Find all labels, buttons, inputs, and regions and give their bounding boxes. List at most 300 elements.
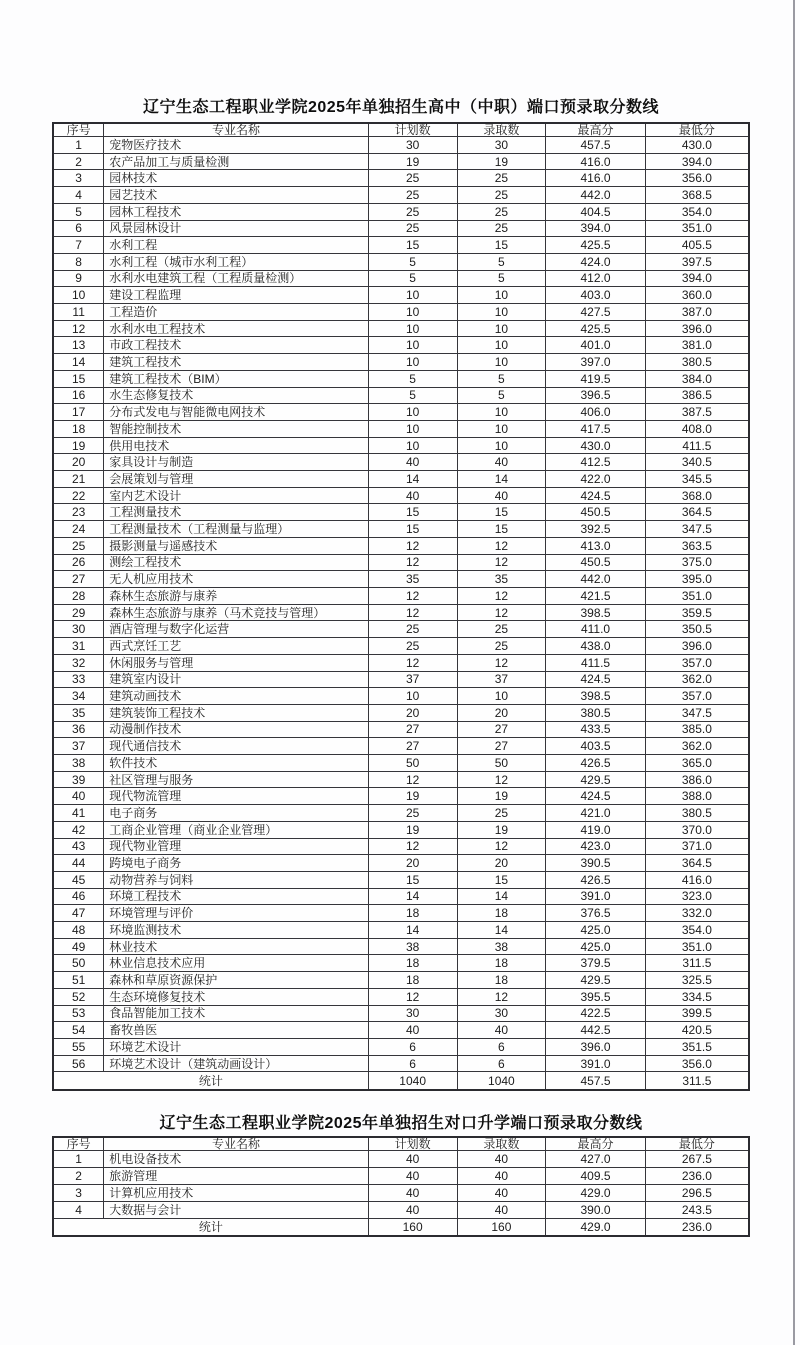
table-cell: 429.0 — [546, 1184, 646, 1201]
table-cell: 5 — [368, 253, 457, 270]
table-cell: 43 — [53, 838, 104, 855]
major-name-cell: 水利水电建筑工程（工程质量检测） — [104, 270, 368, 287]
table-cell: 427.5 — [546, 304, 646, 321]
table-cell: 21 — [53, 471, 104, 488]
table-row — [53, 955, 749, 972]
table-cell: 46 — [53, 888, 104, 905]
table-cell: 394.0 — [546, 220, 646, 237]
table-cell: 27 — [457, 721, 546, 738]
table-row — [53, 1167, 749, 1184]
table-cell: 363.5 — [645, 537, 749, 554]
major-name-cell: 工程造价 — [104, 304, 368, 321]
table-cell: 12 — [368, 604, 457, 621]
major-name-cell: 电子商务 — [104, 805, 368, 822]
table-cell: 50 — [457, 755, 546, 772]
table-cell: 408.0 — [645, 420, 749, 437]
table-cell: 391.0 — [546, 888, 646, 905]
table-cell: 450.5 — [546, 504, 646, 521]
table-cell: 401.0 — [546, 337, 646, 354]
table-row — [53, 721, 749, 738]
table-row — [53, 304, 749, 321]
table-cell: 5 — [53, 203, 104, 220]
table-cell: 22 — [53, 487, 104, 504]
table-cell: 347.5 — [645, 704, 749, 721]
table-cell: 25 — [457, 187, 546, 204]
table-cell: 381.0 — [645, 337, 749, 354]
table-cell: 37 — [368, 671, 457, 688]
table-cell: 404.5 — [546, 203, 646, 220]
score-table-highschool — [52, 122, 750, 1091]
table-row — [53, 153, 749, 170]
table-cell: 24 — [53, 521, 104, 538]
table-cell: 40 — [368, 1022, 457, 1039]
table-cell: 12 — [457, 587, 546, 604]
major-name-cell: 水利工程（城市水利工程） — [104, 253, 368, 270]
table-cell: 351.0 — [645, 220, 749, 237]
table-cell: 7 — [53, 237, 104, 254]
table-cell: 387.0 — [645, 304, 749, 321]
column-header: 最高分 — [546, 1137, 646, 1151]
table-cell: 11 — [53, 304, 104, 321]
table-cell: 2 — [53, 153, 104, 170]
table-cell: 10 — [368, 437, 457, 454]
table-cell: 425.5 — [546, 237, 646, 254]
table-cell: 357.0 — [645, 688, 749, 705]
table-cell: 14 — [368, 471, 457, 488]
major-name-cell: 无人机应用技术 — [104, 571, 368, 588]
table-cell: 357.0 — [645, 654, 749, 671]
table-cell: 10 — [368, 287, 457, 304]
table-cell: 12 — [368, 587, 457, 604]
table-cell: 26 — [53, 554, 104, 571]
table-cell: 12 — [457, 771, 546, 788]
table-row — [53, 888, 749, 905]
table-cell: 35 — [457, 571, 546, 588]
table-row — [53, 454, 749, 471]
major-name-cell: 畜牧兽医 — [104, 1022, 368, 1039]
table-cell: 36 — [53, 721, 104, 738]
table-cell: 14 — [457, 922, 546, 939]
table-cell: 50 — [53, 955, 104, 972]
table-row — [53, 537, 749, 554]
table-cell: 424.5 — [546, 788, 646, 805]
table-cell: 12 — [368, 838, 457, 855]
table-cell: 423.0 — [546, 838, 646, 855]
table-cell: 416.0 — [645, 871, 749, 888]
table-cell: 411.0 — [546, 621, 646, 638]
major-name-cell: 环境艺术设计（建筑动画设计） — [104, 1055, 368, 1072]
table-cell: 5 — [368, 387, 457, 404]
table-cell: 8 — [53, 253, 104, 270]
table-row — [53, 922, 749, 939]
table-cell: 368.0 — [645, 487, 749, 504]
table-row — [53, 688, 749, 705]
table-row — [53, 387, 749, 404]
column-header: 专业名称 — [104, 1137, 368, 1151]
table-cell: 27 — [53, 571, 104, 588]
table-cell: 25 — [368, 805, 457, 822]
table-cell: 25 — [368, 170, 457, 187]
table-cell: 396.5 — [546, 387, 646, 404]
table-cell: 15 — [368, 504, 457, 521]
table-cell: 18 — [368, 972, 457, 989]
table-cell: 39 — [53, 771, 104, 788]
column-header: 录取数 — [457, 1137, 546, 1151]
table-row — [53, 1201, 749, 1218]
table-cell: 48 — [53, 922, 104, 939]
table-cell: 38 — [368, 938, 457, 955]
table-cell: 15 — [368, 871, 457, 888]
table-cell: 52 — [53, 988, 104, 1005]
table-row — [53, 788, 749, 805]
table-cell: 350.5 — [645, 621, 749, 638]
table-cell: 51 — [53, 972, 104, 989]
table-cell: 10 — [457, 337, 546, 354]
table-cell: 35 — [53, 704, 104, 721]
table-cell: 425.0 — [546, 938, 646, 955]
table-cell: 438.0 — [546, 638, 646, 655]
table-cell: 424.5 — [546, 671, 646, 688]
summary-value: 236.0 — [645, 1218, 749, 1236]
table-cell: 359.5 — [645, 604, 749, 621]
table-cell: 396.0 — [645, 638, 749, 655]
table-cell: 40 — [368, 1184, 457, 1201]
major-name-cell: 水生态修复技术 — [104, 387, 368, 404]
major-name-cell: 食品智能加工技术 — [104, 1005, 368, 1022]
table-cell: 25 — [457, 621, 546, 638]
table-cell: 403.5 — [546, 738, 646, 755]
summary-row — [53, 1072, 749, 1090]
major-name-cell: 测绘工程技术 — [104, 554, 368, 571]
major-name-cell: 酒店管理与数字化运营 — [104, 621, 368, 638]
table-cell: 12 — [368, 537, 457, 554]
table-cell: 10 — [457, 354, 546, 371]
table-cell: 35 — [368, 571, 457, 588]
table-cell: 19 — [368, 153, 457, 170]
summary-value: 311.5 — [645, 1072, 749, 1090]
major-name-cell: 计算机应用技术 — [104, 1184, 368, 1201]
summary-value: 457.5 — [546, 1072, 646, 1090]
table-cell: 425.0 — [546, 922, 646, 939]
table-cell: 385.0 — [645, 721, 749, 738]
major-name-cell: 园林工程技术 — [104, 203, 368, 220]
table-cell: 25 — [457, 203, 546, 220]
major-name-cell: 会展策划与管理 — [104, 471, 368, 488]
summary-value: 1040 — [368, 1072, 457, 1090]
table-cell: 25 — [457, 220, 546, 237]
major-name-cell: 现代物业管理 — [104, 838, 368, 855]
table-cell: 371.0 — [645, 838, 749, 855]
table-cell: 16 — [53, 387, 104, 404]
table-cell: 397.5 — [645, 253, 749, 270]
table-cell: 429.5 — [546, 771, 646, 788]
major-name-cell: 大数据与会计 — [104, 1201, 368, 1218]
table-cell: 12 — [457, 654, 546, 671]
table-row — [53, 654, 749, 671]
table-cell: 25 — [368, 187, 457, 204]
major-name-cell: 林业技术 — [104, 938, 368, 955]
table-cell: 412.5 — [546, 454, 646, 471]
table-cell: 30 — [457, 1005, 546, 1022]
table-row — [53, 671, 749, 688]
major-name-cell: 建筑动画技术 — [104, 688, 368, 705]
table-cell: 390.0 — [546, 1201, 646, 1218]
table-cell: 10 — [368, 404, 457, 421]
major-name-cell: 动物营养与饲料 — [104, 871, 368, 888]
table-cell: 40 — [457, 487, 546, 504]
table-cell: 412.0 — [546, 270, 646, 287]
table-cell: 236.0 — [645, 1167, 749, 1184]
table-cell: 416.0 — [546, 153, 646, 170]
table-cell: 380.5 — [645, 354, 749, 371]
major-name-cell: 园林技术 — [104, 170, 368, 187]
table-cell: 18 — [457, 905, 546, 922]
major-name-cell: 水利工程 — [104, 237, 368, 254]
table-cell: 14 — [457, 471, 546, 488]
table-cell: 40 — [457, 1022, 546, 1039]
table-cell: 351.0 — [645, 587, 749, 604]
table-row — [53, 521, 749, 538]
table-cell: 10 — [368, 420, 457, 437]
table-cell: 354.0 — [645, 922, 749, 939]
table-cell: 18 — [368, 905, 457, 922]
table-title-highschool: 辽宁生态工程职业学院2025年单独招生高中（中职）端口预录取分数线 — [142, 99, 660, 116]
table-cell: 411.5 — [546, 654, 646, 671]
major-name-cell: 园艺技术 — [104, 187, 368, 204]
table-cell: 403.0 — [546, 287, 646, 304]
table-row — [53, 1005, 749, 1022]
table-cell: 442.0 — [546, 571, 646, 588]
table-cell: 10 — [457, 320, 546, 337]
major-name-cell: 宠物医疗技术 — [104, 137, 368, 154]
table-cell: 5 — [368, 370, 457, 387]
table-cell: 364.5 — [645, 504, 749, 521]
table-cell: 25 — [457, 805, 546, 822]
table-cell: 38 — [53, 755, 104, 772]
table-cell: 364.5 — [645, 855, 749, 872]
table-row — [53, 203, 749, 220]
table-cell: 442.0 — [546, 187, 646, 204]
table-cell: 40 — [53, 788, 104, 805]
table-row — [53, 771, 749, 788]
table-cell: 3 — [53, 1184, 104, 1201]
major-name-cell: 建筑工程技术（BIM） — [104, 370, 368, 387]
table-cell: 365.0 — [645, 755, 749, 772]
table-cell: 12 — [53, 320, 104, 337]
table-cell: 6 — [368, 1055, 457, 1072]
table-cell: 425.5 — [546, 320, 646, 337]
table-cell: 14 — [368, 922, 457, 939]
table-cell: 25 — [368, 638, 457, 655]
table-cell: 6 — [457, 1038, 546, 1055]
table-cell: 334.5 — [645, 988, 749, 1005]
table-cell: 380.5 — [546, 704, 646, 721]
table-cell: 1 — [53, 1151, 104, 1168]
table-cell: 40 — [368, 1167, 457, 1184]
table-cell: 12 — [368, 988, 457, 1005]
table-row — [53, 855, 749, 872]
table-cell: 427.0 — [546, 1151, 646, 1168]
table-cell: 56 — [53, 1055, 104, 1072]
table-cell: 6 — [53, 220, 104, 237]
table-cell: 396.0 — [645, 320, 749, 337]
major-name-cell: 环境管理与评价 — [104, 905, 368, 922]
major-name-cell: 市政工程技术 — [104, 337, 368, 354]
column-header: 录取数 — [457, 123, 546, 137]
table-cell: 53 — [53, 1005, 104, 1022]
table-cell: 27 — [457, 738, 546, 755]
table-cell: 20 — [457, 855, 546, 872]
table-cell: 40 — [368, 1201, 457, 1218]
table-cell: 33 — [53, 671, 104, 688]
table-cell: 386.5 — [645, 387, 749, 404]
table-cell: 42 — [53, 821, 104, 838]
major-name-cell: 室内艺术设计 — [104, 487, 368, 504]
table-cell: 34 — [53, 688, 104, 705]
table-cell: 370.0 — [645, 821, 749, 838]
table-row — [53, 1151, 749, 1168]
table-cell: 3 — [53, 170, 104, 187]
table-cell: 30 — [457, 137, 546, 154]
major-name-cell: 农产品加工与质量检测 — [104, 153, 368, 170]
major-name-cell: 建设工程监理 — [104, 287, 368, 304]
table-cell: 421.0 — [546, 805, 646, 822]
table-cell: 417.5 — [546, 420, 646, 437]
table-cell: 12 — [457, 988, 546, 1005]
table-cell: 18 — [457, 972, 546, 989]
table-row — [53, 1022, 749, 1039]
table-row — [53, 220, 749, 237]
table-cell: 12 — [368, 771, 457, 788]
major-name-cell: 现代通信技术 — [104, 738, 368, 755]
table-cell: 47 — [53, 905, 104, 922]
table-cell: 419.5 — [546, 370, 646, 387]
table-cell: 10 — [457, 287, 546, 304]
table-row — [53, 988, 749, 1005]
summary-value: 429.0 — [546, 1218, 646, 1236]
table-cell: 399.5 — [645, 1005, 749, 1022]
table-cell: 6 — [457, 1055, 546, 1072]
table-cell: 19 — [457, 821, 546, 838]
table-cell: 40 — [457, 1167, 546, 1184]
table-cell: 354.0 — [645, 203, 749, 220]
summary-label: 统计 — [53, 1072, 368, 1090]
table-cell: 12 — [457, 554, 546, 571]
table-cell: 340.5 — [645, 454, 749, 471]
table-cell: 422.0 — [546, 471, 646, 488]
major-name-cell: 摄影测量与遥感技术 — [104, 537, 368, 554]
table-row — [53, 487, 749, 504]
table-cell: 23 — [53, 504, 104, 521]
table-cell: 19 — [368, 821, 457, 838]
major-name-cell: 森林和草原资源保护 — [104, 972, 368, 989]
table-cell: 45 — [53, 871, 104, 888]
column-header: 计划数 — [368, 1137, 457, 1151]
table-cell: 15 — [457, 237, 546, 254]
table-cell: 397.0 — [546, 354, 646, 371]
table-cell: 391.0 — [546, 1055, 646, 1072]
table-cell: 4 — [53, 1201, 104, 1218]
table-row — [53, 704, 749, 721]
table-row — [53, 354, 749, 371]
table-row — [53, 871, 749, 888]
table-cell: 360.0 — [645, 287, 749, 304]
table-row — [53, 337, 749, 354]
table-cell: 12 — [457, 537, 546, 554]
major-name-cell: 社区管理与服务 — [104, 771, 368, 788]
table-cell: 25 — [53, 537, 104, 554]
table-cell: 20 — [368, 704, 457, 721]
major-name-cell: 环境监测技术 — [104, 922, 368, 939]
table-row — [53, 905, 749, 922]
table-cell: 12 — [368, 654, 457, 671]
table-cell: 37 — [53, 738, 104, 755]
table-cell: 362.0 — [645, 671, 749, 688]
table-cell: 10 — [53, 287, 104, 304]
major-name-cell: 森林生态旅游与康养（马术竞技与管理） — [104, 604, 368, 621]
table-cell: 30 — [53, 621, 104, 638]
table-cell: 30 — [368, 1005, 457, 1022]
table-cell: 325.5 — [645, 972, 749, 989]
table-cell: 5 — [457, 253, 546, 270]
table-cell: 50 — [368, 755, 457, 772]
major-name-cell: 工程测量技术 — [104, 504, 368, 521]
table-cell: 5 — [368, 270, 457, 287]
table-row — [53, 571, 749, 588]
major-name-cell: 旅游管理 — [104, 1167, 368, 1184]
table-row — [53, 755, 749, 772]
table-cell: 31 — [53, 638, 104, 655]
table-cell: 19 — [368, 788, 457, 805]
table-cell: 392.5 — [546, 521, 646, 538]
table-cell: 37 — [457, 671, 546, 688]
major-name-cell: 环境工程技术 — [104, 888, 368, 905]
table-cell: 4 — [53, 187, 104, 204]
table-row — [53, 170, 749, 187]
table-cell: 19 — [53, 437, 104, 454]
table-cell: 15 — [368, 237, 457, 254]
table-cell: 430.0 — [546, 437, 646, 454]
major-name-cell: 机电设备技术 — [104, 1151, 368, 1168]
major-name-cell: 建筑装饰工程技术 — [104, 704, 368, 721]
table-cell: 15 — [457, 504, 546, 521]
table-cell: 422.5 — [546, 1005, 646, 1022]
column-header: 最低分 — [645, 1137, 749, 1151]
table-cell: 398.5 — [546, 688, 646, 705]
table-cell: 19 — [457, 788, 546, 805]
table-cell: 395.5 — [546, 988, 646, 1005]
table-cell: 40 — [457, 1151, 546, 1168]
table-row — [53, 370, 749, 387]
table-cell: 54 — [53, 1022, 104, 1039]
major-name-cell: 软件技术 — [104, 755, 368, 772]
table-cell: 384.0 — [645, 370, 749, 387]
table-cell: 2 — [53, 1167, 104, 1184]
summary-label: 统计 — [53, 1218, 368, 1236]
table-cell: 25 — [368, 220, 457, 237]
table-row — [53, 838, 749, 855]
table-cell: 5 — [457, 270, 546, 287]
table-cell: 6 — [368, 1038, 457, 1055]
table-cell: 30 — [368, 137, 457, 154]
table-cell: 12 — [457, 838, 546, 855]
major-name-cell: 环境艺术设计 — [104, 1038, 368, 1055]
table-cell: 44 — [53, 855, 104, 872]
table-row — [53, 504, 749, 521]
table-row — [53, 805, 749, 822]
table-row — [53, 554, 749, 571]
major-name-cell: 西式烹饪工艺 — [104, 638, 368, 655]
